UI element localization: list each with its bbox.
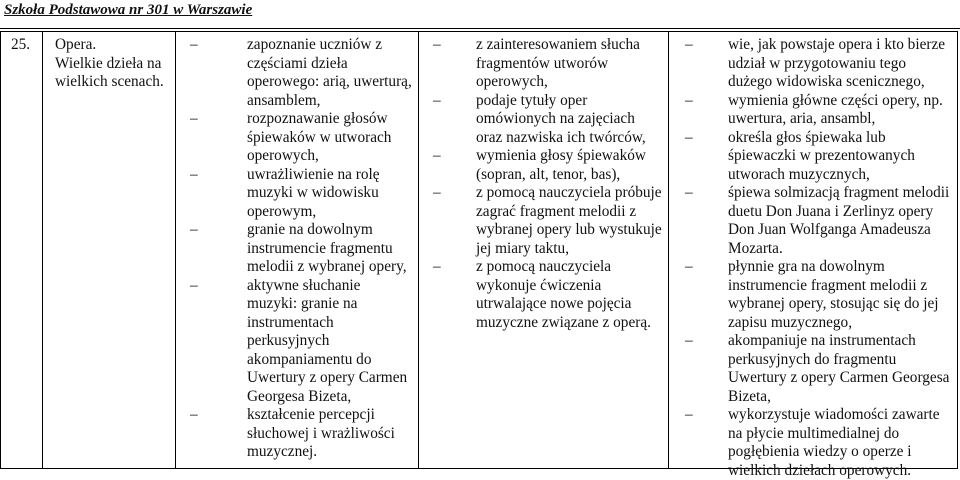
goal-item: – granie na dowolnym instrumencie fragmentu melodii z wybranej opery, [190, 221, 414, 277]
outcome-item: – śpiewa solmizacją fragment melodii duetu Don Juana i Zerlinyz opery Don Juan Wolfganga Amadeusza Mozarta. [685, 184, 953, 258]
activity-item: – z zainteresowaniem słucha fragmentów utworów operowych, [433, 36, 664, 92]
goals-list [190, 36, 414, 462]
goal-item: – rozpoznawanie głosów śpiewaków w utworach operowych, [190, 110, 414, 166]
goal-item: – kształcenie percepcji słuchowej i wrażliwości muzycznej. [190, 406, 414, 462]
activities-list [433, 36, 664, 332]
learning-outcomes [669, 32, 957, 479]
goal-item: – zapoznanie uczniów z częściami dzieła operowego: arią, uwerturą, ansamblem, [190, 36, 414, 110]
outcomes-list [685, 36, 953, 480]
header-rule [0, 28, 960, 29]
goal-item: – aktywne słuchanie muzyki: granie na instrumentach perkusyjnych akompaniamentu do Uwertury z opery Carmen Georgesa Bizeta, [190, 277, 414, 407]
outcome-item: – wymienia główne części opery, np. uwertura, aria, ansambl, [685, 92, 953, 129]
activity-item: – z pomocą nauczyciela próbuje zagrać fragment melodii z wybranej opery lub wystukuje jej miary taktu, [433, 184, 664, 258]
outcome-item: – akompaniuje na instrumentach perkusyjnych do fragmentu Uwertury z opery Carmen Georgesa Bizeta, [685, 332, 953, 406]
goal-item: – uwrażliwienie na rolę muzyki w widowisku operowym, [190, 166, 414, 222]
activity-item: – podaje tytuły oper omówionych na zajęciach oraz nazwiska ich twórców, [433, 92, 664, 148]
topic-line-3: wielkich scenach. [55, 73, 164, 90]
outcome-item: – określa głos śpiewaka lub śpiewaczki w prezentowanych utworach muzycznych, [685, 129, 953, 185]
outcome-item: – płynnie gra na dowolnym instrumencie fragment melodii z wybranej opery, stosując się do jej zapisu muzycznego, [685, 258, 953, 332]
outcome-item: – wie, jak powstaje opera i kto bierze udział w przygotowaniu tego dużego widowiska scenicznego, [685, 36, 953, 92]
student-activities [419, 32, 669, 468]
curriculum-table-row [0, 31, 958, 479]
activity-item: – wymienia głosy śpiewaków (sopran, alt, tenor, bas), [433, 147, 664, 184]
lesson-topic [43, 32, 176, 468]
school-header: Szkoła Podstawowa nr 301 w Warszawie [4, 2, 253, 18]
lesson-number: 25. [1, 32, 43, 468]
lesson-goals [176, 32, 419, 468]
activity-item: – z pomocą nauczyciela wykonuje ćwiczenia utrwalające nowe pojęcia muzyczne związane z operą. [433, 258, 664, 332]
topic-line-2: Wielkie dzieła na [55, 54, 162, 72]
outcome-item: – wykorzystuje wiadomości zawarte na płycie multimedialnej do pogłębienia wiedzy o operze i wielkich dziełach operowych. [685, 406, 953, 480]
topic-line-1: Opera. [55, 36, 97, 53]
